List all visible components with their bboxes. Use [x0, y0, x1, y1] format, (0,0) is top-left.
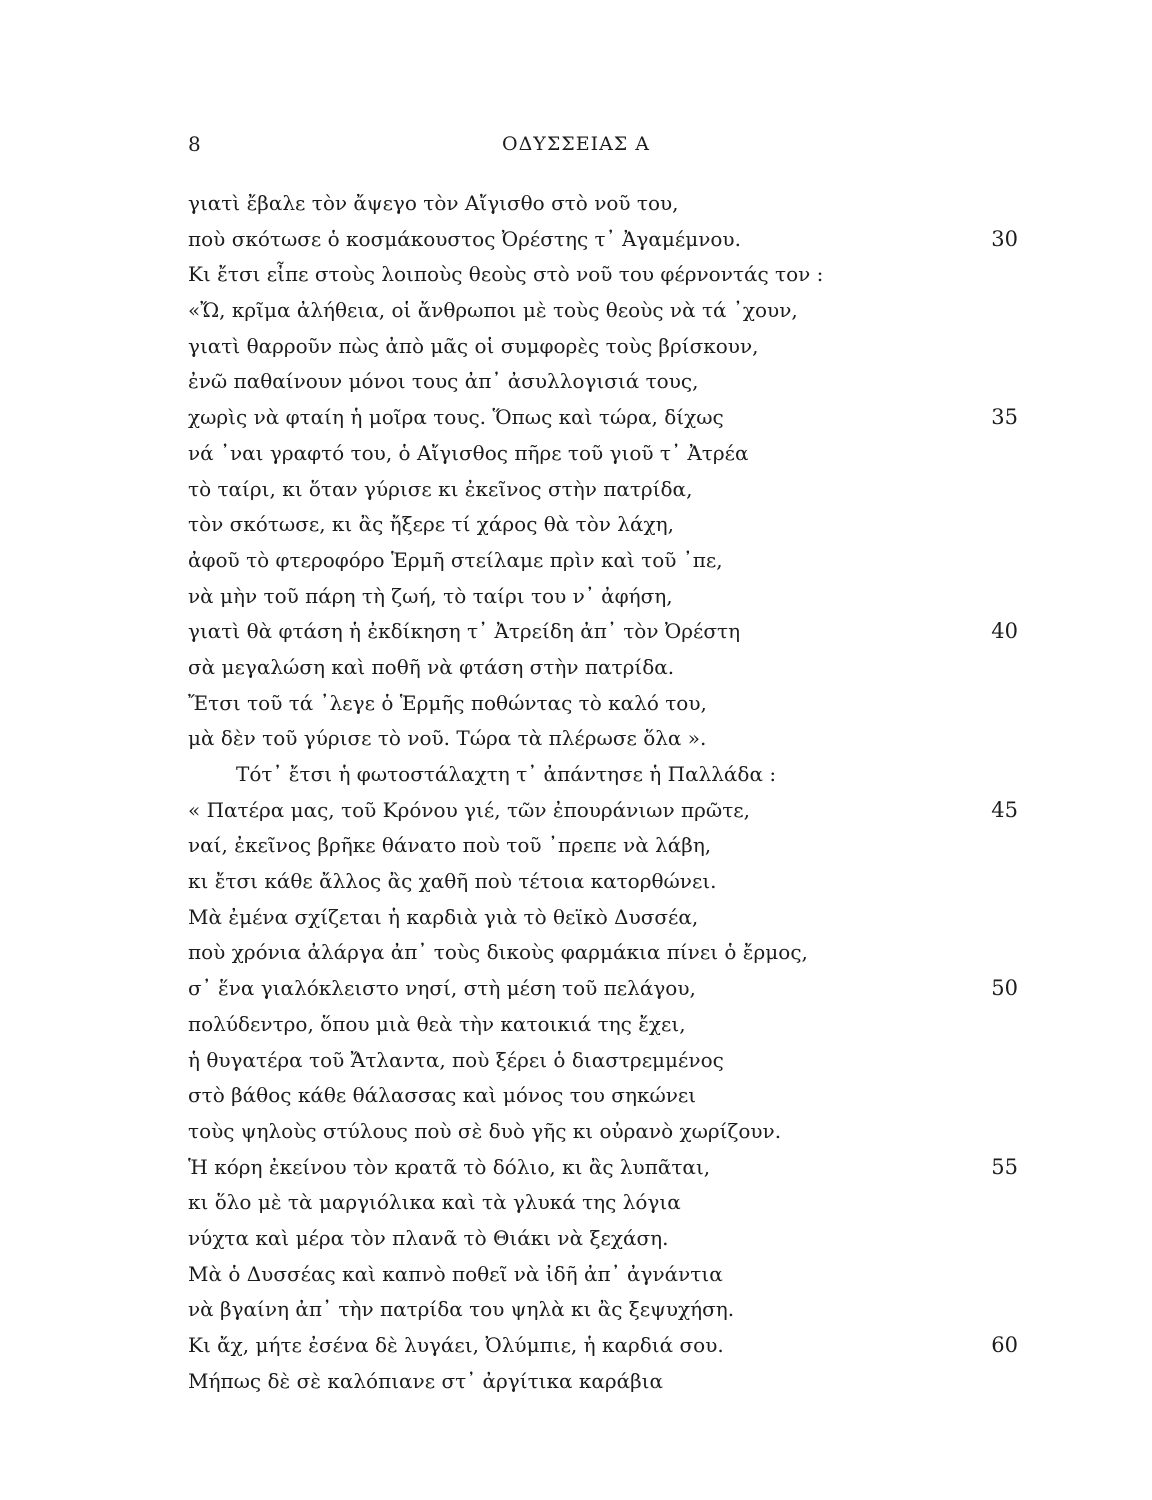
- verse-line: [188, 1043, 1018, 1079]
- verse-text: νά ᾽ναι γραφτό του, ὁ Αἴγισθος πῆρε τοῦ γιοῦ τ᾽ Ἀτρέα: [188, 440, 749, 465]
- line-number: 45: [991, 797, 1018, 822]
- verse-line: [188, 472, 1018, 508]
- verse-text: Μὰ ἐμένα σχίζεται ἡ καρδιὰ γιὰ τὸ θεϊκὸ Δυσσέα,: [188, 904, 699, 929]
- verse-text: «Ὤ, κρῖμα ἀλήθεια, οἱ ἄνθρωποι μὲ τοὺς θεοὺς νὰ τά ᾽χουν,: [188, 298, 798, 323]
- verse-line: [188, 436, 1018, 472]
- verse-line: [188, 757, 1018, 793]
- verse-text: ἡ θυγατέρα τοῦ Ἄτλαντα, ποὺ ξέρει ὁ διαστρεμμένος: [188, 1047, 724, 1072]
- verse-text: Κι ἔτσι εἶπε στοὺς λοιποὺς θεοὺς στὸ νοῦ του φέρνοντάς τον :: [188, 262, 824, 287]
- verse-text: χωρὶς νὰ φταίη ἡ μοῖρα τους. Ὅπως καὶ τώρα, δίχως: [188, 405, 724, 430]
- verse-line: [188, 507, 1018, 543]
- verse-line: [188, 1221, 1018, 1257]
- verse-line: [188, 614, 1018, 650]
- verse-line: [188, 293, 1018, 329]
- verse-line: [188, 935, 1018, 971]
- verse-text: τὸν σκότωσε, κι ἂς ἤξερε τί χάρος θὰ τὸν λάχη,: [188, 512, 674, 537]
- poem-text: [188, 186, 1018, 1399]
- verse-line: [188, 1114, 1018, 1150]
- verse-text: πολύδεντρο, ὅπου μιὰ θεὰ τὴν κατοικιά της ἔχει,: [188, 1011, 686, 1036]
- verse-text: γιατὶ θὰ φτάση ἡ ἐκδίκηση τ᾽ Ἀτρείδη ἀπ᾽ τὸν Ὀρέστη: [188, 619, 741, 644]
- verse-text: Ἔτσι τοῦ τά ᾽λεγε ὁ Ἑρμῆς ποθώντας τὸ καλό του,: [188, 690, 707, 715]
- verse-line: [188, 1007, 1018, 1043]
- verse-text: κι ὅλο μὲ τὰ μαργιόλικα καὶ τὰ γλυκά της λόγια: [188, 1190, 681, 1215]
- verse-line: [188, 864, 1018, 900]
- line-number: 40: [991, 619, 1018, 644]
- verse-line: [188, 828, 1018, 864]
- verse-text: « Πατέρα μας, τοῦ Κρόνου γιέ, τῶν ἐπουράνιων πρῶτε,: [188, 797, 751, 822]
- verse-text: ποὺ σκότωσε ὁ κοσμάκουστος Ὀρέστης τ᾽ Ἀγαμέμνου.: [188, 226, 741, 251]
- verse-line: [188, 1292, 1018, 1328]
- line-number: 35: [991, 405, 1018, 430]
- verse-text: σὰ μεγαλώση καὶ ποθῆ νὰ φτάση στὴν πατρίδα.: [188, 654, 675, 679]
- verse-text: Ἡ κόρη ἐκείνου τὸν κρατᾶ τὸ δόλιο, κι ἂς λυπᾶται,: [188, 1154, 711, 1179]
- page-number: 8: [188, 132, 201, 156]
- verse-text: κι ἔτσι κάθε ἄλλος ἂς χαθῆ ποὺ τέτοια κατορθώνει.: [188, 869, 717, 894]
- verse-text: ναί, ἐκεῖνος βρῆκε θάνατο ποὺ τοῦ ᾽πρεπε νὰ λάβη,: [188, 833, 712, 858]
- verse-line: [188, 222, 1018, 258]
- verse-line: [188, 900, 1018, 936]
- verse-line: [188, 543, 1018, 579]
- verse-line: [188, 1364, 1018, 1400]
- verse-text: γιατὶ θαρροῦν πὼς ἀπὸ μᾶς οἱ συμφορὲς τοὺς βρίσκουν,: [188, 333, 759, 358]
- verse-text: Μὰ ὁ Δυσσέας καὶ καπνὸ ποθεῖ νὰ ἰδῆ ἀπ᾽ ἀγνάντια: [188, 1261, 723, 1286]
- verse-line: [188, 579, 1018, 615]
- verse-text: νύχτα καὶ μέρα τὸν πλανᾶ τὸ Θιάκι νὰ ξεχάση.: [188, 1225, 669, 1250]
- running-head: ΟΔΥΣΣΕΙΑΣ Α: [502, 133, 650, 155]
- verse-line: [188, 400, 1018, 436]
- verse-text: τὸ ταίρι, κι ὅταν γύρισε κι ἐκεῖνος στὴν πατρίδα,: [188, 476, 693, 501]
- verse-line: [188, 364, 1018, 400]
- verse-text: σ᾽ ἕνα γιαλόκλειστο νησί, στὴ μέση τοῦ πελάγου,: [188, 976, 696, 1001]
- verse-line: [188, 186, 1018, 222]
- verse-text: ἐνῶ παθαίνουν μόνοι τους ἀπ᾽ ἀσυλλογισιά τους,: [188, 369, 699, 394]
- verse-line: [188, 1257, 1018, 1293]
- verse-text: Μήπως δὲ σὲ καλόπιανε στ᾽ ἀργίτικα καράβια: [188, 1368, 664, 1393]
- page-header: [0, 128, 1152, 160]
- verse-line: [188, 257, 1018, 293]
- verse-text: νὰ μὴν τοῦ πάρη τὴ ζωή, τὸ ταίρι του ν᾽ ἀφήση,: [188, 583, 673, 608]
- line-number: 60: [991, 1333, 1018, 1357]
- verse-line: [188, 1185, 1018, 1221]
- verse-text: νὰ βγαίνη ἀπ᾽ τὴν πατρίδα του ψηλὰ κι ἂς ξεψυχήση.: [188, 1297, 735, 1322]
- verse-line: [188, 1150, 1018, 1186]
- verse-line: [188, 971, 1018, 1007]
- verse-text: γιατὶ ἔβαλε τὸν ἄψεγο τὸν Αἴγισθο στὸ νοῦ του,: [188, 191, 679, 215]
- verse-text: Τότ᾽ ἔτσι ἡ φωτοστάλαχτη τ᾽ ἀπάντησε ἡ Παλλάδα :: [236, 762, 777, 786]
- verse-text: στὸ βάθος κάθε θάλασσας καὶ μόνος του σηκώνει: [188, 1083, 697, 1108]
- line-number: 30: [991, 226, 1018, 251]
- verse-text: μὰ δὲν τοῦ γύρισε τὸ νοῦ. Τώρα τὰ πλέρωσε ὅλα ».: [188, 726, 707, 751]
- verse-text: Κι ἄχ, μήτε ἐσένα δὲ λυγάει, Ὀλύμπιε, ἡ καρδιά σου.: [188, 1333, 724, 1357]
- verse-text: ἀφοῦ τὸ φτεροφόρο Ἑρμῆ στείλαμε πρὶν καὶ τοῦ ᾽πε,: [188, 547, 723, 572]
- verse-line: [188, 329, 1018, 365]
- line-number: 50: [991, 976, 1018, 1001]
- verse-line: [188, 1078, 1018, 1114]
- line-number: 55: [991, 1154, 1018, 1179]
- verse-line: [188, 721, 1018, 757]
- verse-text: τοὺς ψηλοὺς στύλους ποὺ σὲ δυὸ γῆς κι οὐρανὸ χωρίζουν.: [188, 1118, 782, 1143]
- verse-line: [188, 793, 1018, 829]
- verse-line: [188, 686, 1018, 722]
- verse-text: ποὺ χρόνια ἀλάργα ἀπ᾽ τοὺς δικοὺς φαρμάκια πίνει ὁ ἔρμος,: [188, 940, 808, 965]
- verse-line: [188, 650, 1018, 686]
- verse-line: [188, 1328, 1018, 1364]
